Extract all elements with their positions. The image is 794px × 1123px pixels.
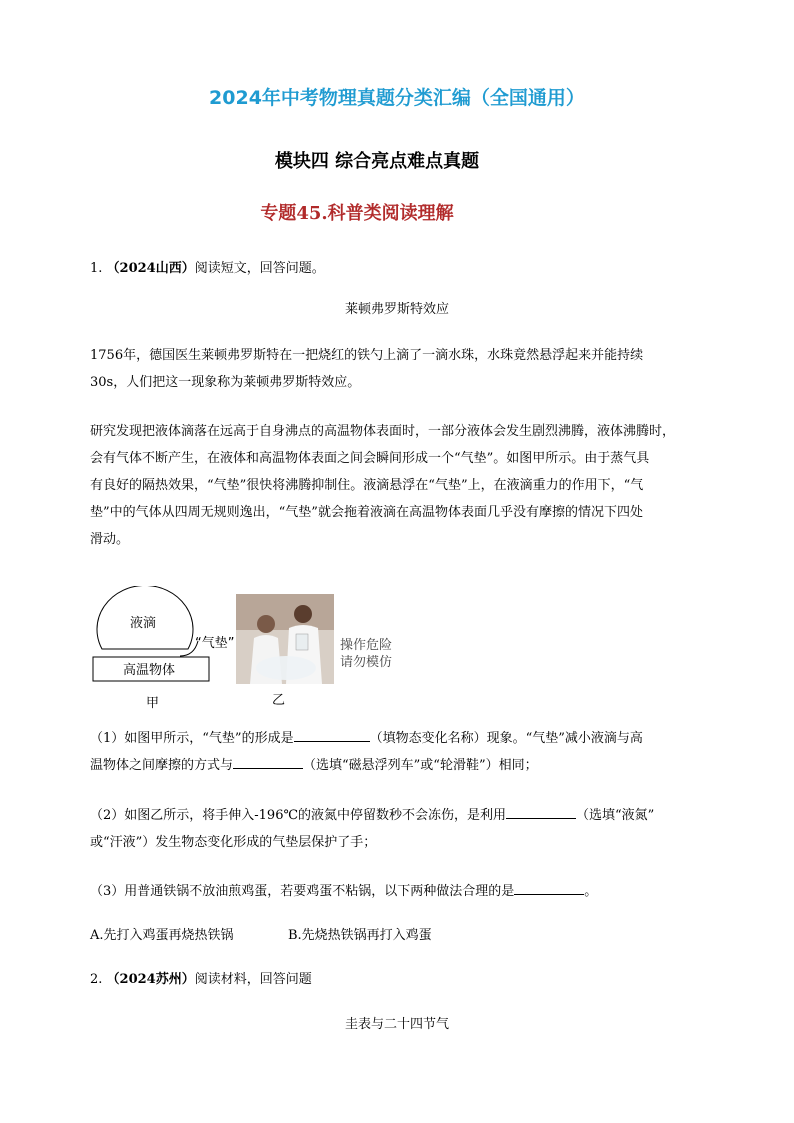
flask [296, 634, 308, 650]
figure-caption-yi: 乙 [272, 693, 286, 708]
question-source-tag: （2024山西） [106, 261, 195, 276]
person-left-head [257, 615, 275, 633]
figure-yi-photo [236, 594, 336, 686]
paragraph-1 [90, 342, 710, 396]
text-segment: （选填“液氮” [576, 808, 655, 823]
sub-question-3 [90, 878, 720, 905]
figure-caption-jia: 甲 [146, 696, 160, 711]
question-1-header [90, 255, 710, 282]
text-segment: （填物态变化名称）现象。“气垫”减小液滴与高 [369, 731, 643, 746]
liquid-nitrogen-vapor [256, 656, 316, 680]
answer-blank[interactable] [514, 882, 584, 895]
document-title: 2024年中考物理真题分类汇编（全国通用） [209, 87, 585, 109]
text-segment: （3）用普通铁锅不放油煎鸡蛋，若要鸡蛋不粘锅，以下两种做法合理的是 [90, 884, 515, 899]
answer-blank[interactable] [294, 729, 370, 742]
text-segment: （1）如图甲所示，“气垫”的形成是 [90, 731, 294, 746]
hot-object-label: 高温物体 [123, 663, 176, 678]
text-line: 滑动。 [90, 532, 130, 547]
article-title-2: 圭表与二十四节气 [344, 1017, 449, 1032]
warning-line: 请勿模仿 [340, 655, 393, 670]
answer-blank[interactable] [506, 806, 576, 819]
person-right-head [294, 605, 312, 623]
option-a[interactable]: A.先打入鸡蛋再烧热铁锅 [90, 928, 234, 943]
topic-heading: 专题45.科普类阅读理解 [260, 203, 454, 224]
text-segment: 。 [584, 884, 598, 899]
question-number: 1. [90, 261, 103, 276]
figure-jia-diagram [90, 586, 240, 716]
question-2-header [90, 966, 710, 993]
text-line: 研究发现把液体滴落在远高于自身沸点的高温物体表面时，一部分液体会发生剧烈沸腾，液体沸腾时， [90, 424, 676, 439]
text-line: 1756年，德国医生莱顿弗罗斯特在一把烧红的铁勺上滴了一滴水珠，水珠竟然悬浮起来并能持续 [90, 348, 644, 363]
option-b[interactable]: B.先烧热铁锅再打入鸡蛋 [288, 928, 432, 943]
article-title: 莱顿弗罗斯特效应 [344, 302, 449, 317]
text-segment: 温物体之间摩擦的方式与 [90, 758, 234, 773]
question-intro: 阅读短文，回答问题。 [194, 261, 325, 276]
answer-blank[interactable] [233, 756, 303, 769]
photo-wall [236, 594, 334, 630]
question-source-tag: （2024苏州） [106, 972, 195, 987]
warning-text [340, 637, 392, 671]
cushion-label: “气垫” [195, 636, 235, 651]
sub-question-1 [90, 725, 720, 779]
text-segment: （选填“磁悬浮列车”或“轮滑鞋”）相同； [303, 758, 538, 773]
sub-question-2 [90, 802, 720, 856]
warning-line: 操作危险 [340, 638, 393, 653]
text-line: 有良好的隔热效果，“气垫”很快将沸腾抑制住。液滴悬浮在“气垫”上，在液滴重力的作用下，“气 [90, 478, 644, 493]
text-line: 垫”中的气体从四周无规则逸出，“气垫”就会拖着液滴在高温物体表面几乎没有摩擦的情况下四处 [90, 505, 643, 520]
text-segment: 或“汗液”）发生物态变化形成的气垫层保护了手； [90, 835, 377, 850]
question-number: 2. [90, 972, 103, 987]
question-intro: 阅读材料，回答问题 [194, 972, 312, 987]
module-heading: 模块四 综合亮点难点真题 [274, 151, 480, 172]
droplet-label: 液滴 [130, 616, 157, 631]
text-line: 30s，人们把这一现象称为莱顿弗罗斯特效应。 [90, 375, 361, 390]
text-segment: （2）如图乙所示，将手伸入-196℃的液氮中停留数秒不会冻伤，是利用 [90, 808, 507, 823]
paragraph-2 [90, 418, 720, 553]
text-line: 会有气体不断产生，在液体和高温物体表面之间会瞬间形成一个“气垫”。如图甲所示。由于蒸气具 [90, 451, 650, 466]
